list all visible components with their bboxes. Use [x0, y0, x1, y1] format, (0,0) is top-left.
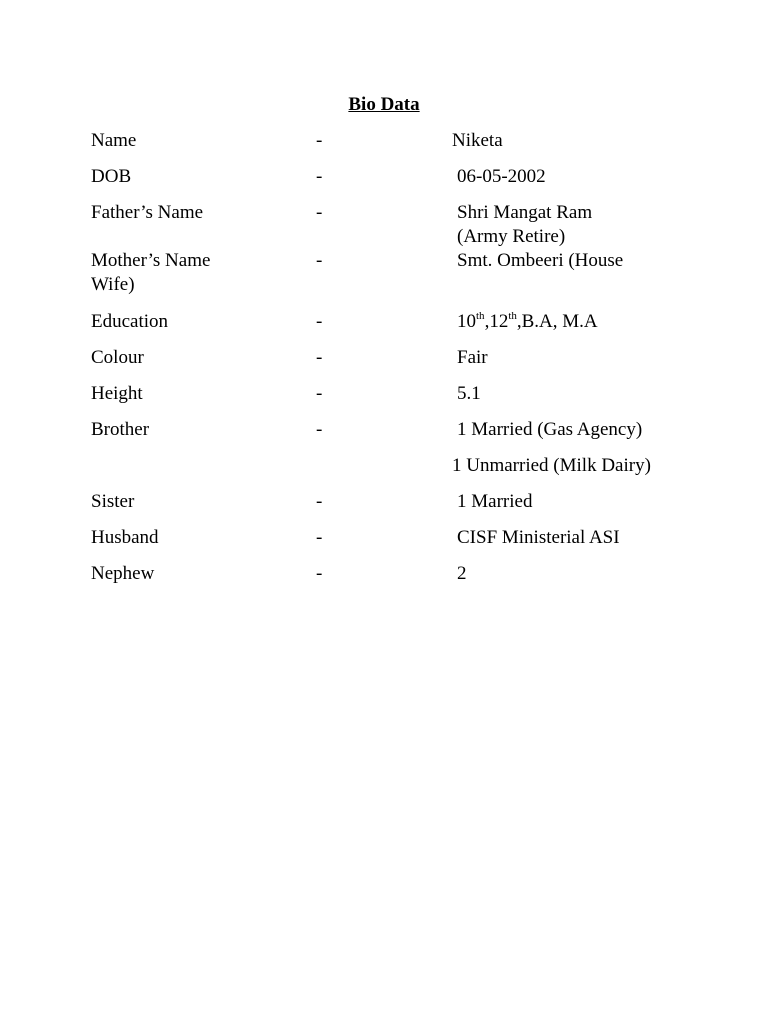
education-part: ,B.A, M.A: [516, 311, 598, 332]
label-education: Education: [91, 311, 169, 332]
value-dob: 06-05-2002: [457, 166, 546, 187]
value-sister: 1 Married: [457, 491, 533, 512]
value-height: 5.1: [457, 383, 481, 404]
label-height: Height: [91, 383, 143, 404]
value-mothers-name: Smt. Ombeeri (House: [457, 250, 624, 271]
page-title: Bio Data: [348, 94, 420, 115]
label-nephew: Nephew: [91, 563, 155, 584]
label-mothers-name-line2: Wife): [91, 274, 135, 295]
separator-dash: -: [316, 130, 323, 151]
separator-dash: -: [316, 347, 323, 368]
separator-dash: -: [316, 383, 323, 404]
value-name: Niketa: [452, 130, 503, 151]
value-education: [457, 310, 598, 334]
value-nephew: 2: [457, 563, 467, 584]
label-brother: Brother: [91, 419, 150, 440]
separator-dash: -: [316, 166, 323, 187]
value-brother: 1 Married (Gas Agency): [457, 419, 643, 440]
label-name: Name: [91, 130, 137, 151]
separator-dash: -: [316, 563, 323, 584]
label-husband: Husband: [91, 527, 159, 548]
label-mothers-name-line1: Mother’s Name: [91, 250, 211, 271]
value-fathers-name-line2: (Army Retire): [457, 226, 566, 247]
value-brother-extra: 1 Unmarried (Milk Dairy): [452, 455, 651, 476]
separator-dash: -: [316, 419, 323, 440]
value-fathers-name-line1: Shri Mangat Ram: [457, 202, 593, 223]
education-part: ,12: [484, 311, 509, 332]
separator-dash: -: [316, 250, 323, 271]
label-sister: Sister: [91, 491, 135, 512]
value-colour: Fair: [457, 347, 488, 368]
label-dob: DOB: [91, 166, 132, 187]
education-superscript: th: [508, 309, 517, 322]
education-superscript: th: [476, 309, 485, 322]
label-fathers-name: Father’s Name: [91, 202, 204, 223]
separator-dash: -: [316, 527, 323, 548]
separator-dash: -: [316, 311, 323, 332]
value-husband: CISF Ministerial ASI: [457, 527, 620, 548]
education-part: 10: [457, 311, 476, 332]
separator-dash: -: [316, 202, 323, 223]
label-colour: Colour: [91, 347, 144, 368]
separator-dash: -: [316, 491, 323, 512]
